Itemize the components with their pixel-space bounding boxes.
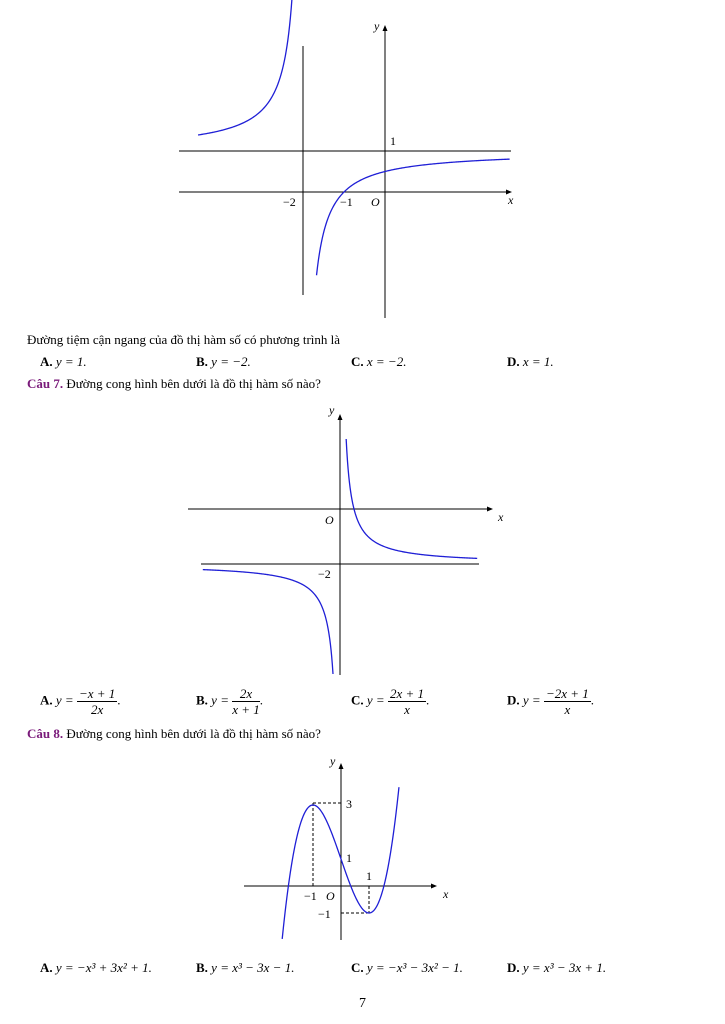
q8-option-d[interactable] [507,960,606,976]
option-letter: D. [507,354,520,369]
option-prefix: y = [211,692,229,708]
option-prefix: y = [55,692,74,708]
option-prefix: y = [366,692,385,708]
tick-label-minus-1-x: −1 [304,889,317,903]
option-letter: A. [40,354,53,369]
option-letter: B. [196,692,208,708]
q8-option-c[interactable] [351,960,463,976]
graph-2 [0,395,725,685]
option-text: y = −2. [211,354,251,369]
x-axis-label: x [443,887,449,901]
option-suffix: . [117,692,121,708]
fraction [232,686,260,717]
numerator: 2x [232,686,260,702]
numerator: −x + 1 [78,686,116,701]
option-letter: C. [351,692,364,708]
option-suffix: . [425,692,430,708]
question6-prompt: Đường tiệm cận ngang của đồ thị hàm số có phương trình là [27,332,341,347]
q7-option-b[interactable] [196,686,263,717]
option-letter: B. [196,960,208,975]
q6-option-c[interactable] [351,354,406,370]
fraction [388,686,426,717]
fraction [544,686,591,717]
question8-text: Đường cong hình bên dưới là đồ thị hàm số nào? [66,726,321,741]
origin-label: O [371,195,380,209]
tick-label-minus-1: −1 [340,195,353,209]
fraction [77,686,117,717]
option-letter: A. [40,960,53,975]
option-text: x = −2. [366,354,407,369]
option-prefix: y = [522,692,541,708]
question8-heading [27,726,321,742]
numerator: −2x + 1 [545,686,589,701]
option-letter: B. [196,354,208,369]
q8-option-b[interactable] [196,960,294,976]
option-text: y = −x³ + 3x² + 1. [55,960,152,975]
denominator: x + 1 [232,702,260,717]
curve-right-branch [317,159,510,275]
question8-number: Câu 8. [27,726,64,741]
q6-option-b[interactable] [196,354,251,370]
question7-number: Câu 7. [27,376,64,391]
graph-1 [0,0,725,330]
tick-label-1-x: 1 [366,869,372,883]
q6-option-a[interactable] [40,354,87,370]
option-letter: C. [351,960,364,975]
denominator: x [564,702,571,717]
curve-left-branch [203,570,333,674]
denominator: 2x [90,702,104,717]
option-text: y = 1. [55,354,87,369]
option-suffix: . [590,692,595,708]
origin-label: O [325,513,334,527]
option-text: y = x³ − 3x + 1. [522,960,607,975]
x-axis-arrow-icon [487,507,493,512]
option-text: y = −x³ − 3x² − 1. [366,960,463,975]
option-text: x = 1. [522,354,554,369]
curve-left-branch [198,0,300,135]
origin-label: O [326,889,335,903]
question7-text: Đường cong hình bên dưới là đồ thị hàm số nào? [66,376,321,391]
q7-option-c[interactable] [351,686,429,717]
y-axis-arrow-icon [338,414,343,420]
option-letter: A. [40,692,53,708]
q6-option-d[interactable] [507,354,554,370]
option-suffix: . [259,692,264,708]
tick-label-1: 1 [390,134,396,148]
y-axis-label: y [329,403,335,417]
y-axis-label: y [374,19,380,33]
curve-right-branch [346,439,477,558]
graph-3 [0,750,725,950]
y-axis-arrow-icon [339,763,344,769]
x-axis-arrow-icon [431,884,437,889]
tick-label-1-y: 1 [346,851,352,865]
tick-label-minus-2: −2 [318,567,331,581]
tick-label-3: 3 [346,797,352,811]
y-axis-arrow-icon [383,25,388,31]
option-letter: C. [351,354,364,369]
y-axis-label: y [330,754,336,768]
q7-option-a[interactable] [40,686,121,717]
q7-option-d[interactable] [507,686,594,717]
option-letter: D. [507,692,520,708]
x-axis-label: x [508,193,514,207]
question7-heading [27,376,321,392]
denominator: x [404,702,410,717]
option-text: y = x³ − 3x − 1. [211,960,295,975]
q8-option-a[interactable] [40,960,152,976]
tick-label-minus-2: −2 [283,195,296,209]
numerator: 2x + 1 [389,686,424,701]
option-letter: D. [507,960,520,975]
tick-label-minus-1-y: −1 [318,907,331,921]
x-axis-label: x [498,510,504,524]
page-number: 7 [359,996,366,1011]
